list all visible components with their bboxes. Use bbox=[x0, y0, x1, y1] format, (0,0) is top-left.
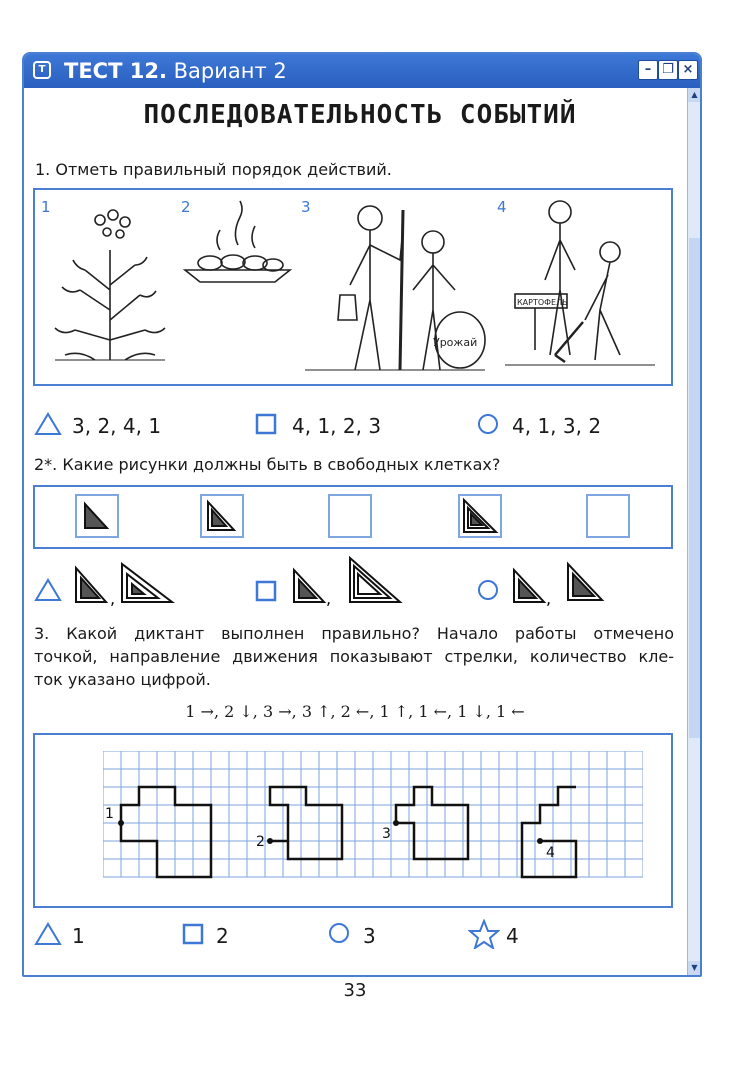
grid-lines bbox=[103, 751, 643, 877]
sequence-cell-1 bbox=[75, 494, 119, 538]
picture-number-4: 4 bbox=[497, 198, 507, 216]
dictation-grid bbox=[103, 751, 643, 885]
q3-option-3-text: 3 bbox=[363, 924, 376, 948]
grid-label-1: 1 bbox=[105, 806, 114, 822]
potato-sign-label: КАРТОФЕЛЬ bbox=[517, 298, 568, 307]
question-2-text: 2*. Какие рисунки должны быть в свободных клетках? bbox=[34, 455, 501, 474]
star-icon bbox=[468, 919, 500, 949]
start-dot-2 bbox=[267, 838, 273, 844]
q2-option-3-comma: , bbox=[546, 589, 552, 606]
picture-number-1: 1 bbox=[41, 198, 51, 216]
triple-triangle-icon bbox=[460, 496, 500, 536]
start-dot-1 bbox=[118, 820, 124, 826]
q1-option-square[interactable] bbox=[255, 413, 279, 439]
q1-option-triangle[interactable] bbox=[34, 412, 62, 440]
q1-option-2-text: 4, 1, 2, 3 bbox=[292, 414, 382, 438]
picture-number-3: 3 bbox=[301, 198, 311, 216]
grid-label-2: 2 bbox=[256, 834, 265, 850]
q2-option-circle[interactable] bbox=[477, 579, 501, 607]
window-title-variant: Вариант 2 bbox=[166, 59, 287, 83]
scroll-thumb[interactable] bbox=[689, 238, 700, 738]
dictation-sequence: 1 →, 2 ↓, 3 →, 3 ↑, 2 ←, 1 ↑, 1 ←, 1 ↓, 1 ← bbox=[185, 702, 525, 721]
window-title-bold: ТЕСТ 12. bbox=[64, 59, 167, 83]
q2-option-triangle[interactable] bbox=[34, 578, 62, 606]
question-1-picture-box bbox=[33, 188, 673, 386]
potato-plant-illustration bbox=[55, 210, 165, 360]
page-number: 33 bbox=[343, 980, 367, 1001]
digging-people-illustration bbox=[505, 201, 655, 365]
vertical-scrollbar[interactable] bbox=[687, 88, 701, 975]
circle-icon bbox=[477, 579, 501, 603]
triangle-icon bbox=[34, 578, 62, 602]
q2-option-3-figures bbox=[510, 560, 610, 606]
grid-label-3: 3 bbox=[382, 826, 391, 842]
q3-option-star[interactable] bbox=[468, 919, 500, 953]
question-3-text bbox=[34, 622, 674, 691]
picture-number-2: 2 bbox=[181, 198, 191, 216]
square-icon bbox=[182, 923, 206, 945]
double-triangle-icon bbox=[202, 496, 242, 536]
q3-option-2-text: 2 bbox=[216, 924, 229, 948]
q2-option-square[interactable] bbox=[255, 580, 279, 606]
question-3-text-line-1: 3. Какой диктант выполнен правильно? Начало работы отмечено bbox=[34, 624, 674, 643]
triangle-icon bbox=[34, 412, 62, 436]
app-icon: T bbox=[33, 61, 51, 79]
drawing-4 bbox=[522, 787, 576, 877]
sequence-cell-4 bbox=[458, 494, 502, 538]
question-1-text: 1. Отметь правильный порядок действий. bbox=[35, 160, 392, 179]
grid-label-4: 4 bbox=[546, 845, 555, 861]
start-dot-3 bbox=[393, 820, 399, 826]
cooked-potatoes-illustration bbox=[185, 201, 290, 282]
triangle-icon bbox=[34, 922, 62, 946]
restore-button[interactable]: ❐ bbox=[658, 60, 678, 80]
q3-option-triangle[interactable] bbox=[34, 922, 62, 950]
q3-option-square[interactable] bbox=[182, 923, 206, 949]
title-bar bbox=[24, 54, 700, 88]
close-button[interactable]: × bbox=[678, 60, 698, 80]
sequence-cell-5-empty[interactable] bbox=[586, 494, 630, 538]
q2-option-1-comma: , bbox=[110, 589, 116, 606]
q3-option-circle[interactable] bbox=[328, 922, 352, 950]
harvest-people-illustration bbox=[305, 206, 485, 370]
circle-icon bbox=[328, 922, 352, 946]
q1-option-circle[interactable] bbox=[477, 413, 501, 441]
square-icon bbox=[255, 580, 279, 602]
sequence-cell-2 bbox=[200, 494, 244, 538]
q1-option-1-text: 3, 2, 4, 1 bbox=[72, 414, 162, 438]
sequence-cell-3-empty[interactable] bbox=[328, 494, 372, 538]
q2-option-1-figures bbox=[72, 562, 182, 606]
scroll-down-icon[interactable]: ▼ bbox=[688, 961, 701, 975]
question-3-text-line-3: ток указано цифрой. bbox=[34, 670, 211, 689]
minimize-button[interactable]: – bbox=[638, 60, 658, 80]
question-1-illustrations bbox=[35, 190, 671, 384]
circle-icon bbox=[477, 413, 501, 437]
small-triangle-icon bbox=[77, 496, 117, 536]
scroll-up-icon[interactable]: ▲ bbox=[688, 88, 701, 102]
page-title: ПОСЛЕДОВАТЕЛЬНОСТЬ СОБЫТИЙ bbox=[143, 100, 577, 130]
question-3-text-line-2: точкой, направление движения показывают стрелки, количество кле- bbox=[34, 647, 674, 666]
drawing-1 bbox=[121, 787, 211, 877]
q3-option-1-text: 1 bbox=[72, 924, 85, 948]
window-title bbox=[64, 57, 287, 85]
harvest-bag-label: Урожай bbox=[433, 336, 478, 349]
start-dot-4 bbox=[537, 838, 543, 844]
question-2-sequence-box bbox=[33, 485, 673, 549]
q3-option-4-text: 4 bbox=[506, 924, 519, 948]
square-icon bbox=[255, 413, 279, 435]
q2-option-2-comma: , bbox=[326, 589, 332, 606]
q2-option-2-figures bbox=[290, 556, 410, 606]
q1-option-3-text: 4, 1, 3, 2 bbox=[512, 414, 602, 438]
question-3-grid-box bbox=[33, 733, 673, 908]
